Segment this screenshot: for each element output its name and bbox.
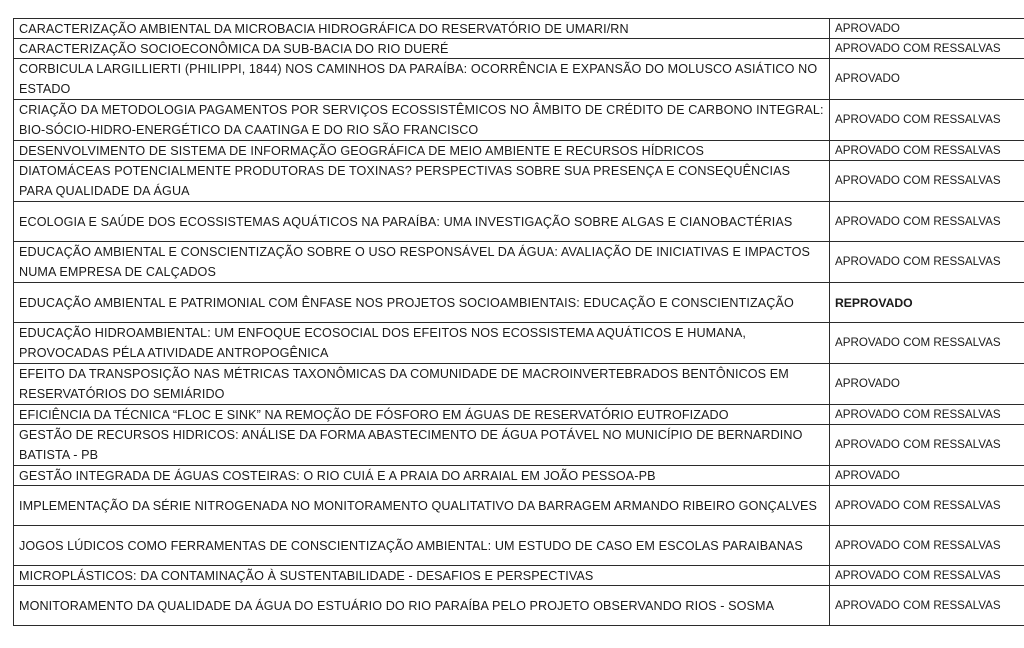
status-cell: APROVADO COM RESSALVAS — [830, 323, 1024, 364]
status-cell: APROVADO COM RESSALVAS — [830, 100, 1024, 141]
table-row — [14, 59, 1024, 100]
work-title-cell: EDUCAÇÃO HIDROAMBIENTAL: UM ENFOQUE ECOSOCIAL DOS EFEITOS NOS ECOSSISTEMA AQUÁTICOS E HUMANA, PROVOCADAS PÉLA ATIVIDADE ANTROPOGÊNICA — [14, 323, 830, 364]
table-row — [14, 19, 1024, 39]
status-cell: APROVADO COM RESSALVAS — [830, 586, 1024, 626]
work-title-cell: CRIAÇÃO DA METODOLOGIA PAGAMENTOS POR SERVIÇOS ECOSSISTÊMICOS NO ÂMBITO DE CRÉDITO DE CARBONO INTEGRAL: BIO-SÓCIO-HIDRO-ENERGÉTICO DA CAATINGA E DO RIO SÃO FRANCISCO — [14, 100, 830, 141]
table-row — [14, 39, 1024, 59]
status-cell: APROVADO COM RESSALVAS — [830, 405, 1024, 425]
table-row — [14, 405, 1024, 425]
table-row — [14, 364, 1024, 405]
work-title-cell: GESTÃO DE RECURSOS HIDRICOS: ANÁLISE DA FORMA ABASTECIMENTO DE ÁGUA POTÁVEL NO MUNICÍPIO DE BERNARDINO BATISTA - PB — [14, 425, 830, 466]
table-body — [14, 19, 1024, 626]
table-row — [14, 486, 1024, 526]
status-cell: APROVADO COM RESSALVAS — [830, 39, 1024, 59]
table-row — [14, 566, 1024, 586]
table-row — [14, 141, 1024, 161]
table-row — [14, 526, 1024, 566]
evaluation-results-table — [13, 18, 1024, 626]
table-row — [14, 202, 1024, 242]
table-row — [14, 100, 1024, 141]
table-row — [14, 466, 1024, 486]
status-cell: APROVADO — [830, 466, 1024, 486]
work-title-cell: IMPLEMENTAÇÃO DA SÉRIE NITROGENADA NO MONITORAMENTO QUALITATIVO DA BARRAGEM ARMANDO RIBEIRO GONÇALVES — [14, 486, 830, 526]
work-title-cell: MICROPLÁSTICOS: DA CONTAMINAÇÃO À SUSTENTABILIDADE - DESAFIOS E PERSPECTIVAS — [14, 566, 830, 586]
work-title-cell: CARACTERIZAÇÃO SOCIOECONÔMICA DA SUB-BACIA DO RIO DUERÉ — [14, 39, 830, 59]
status-cell: REPROVADO — [830, 283, 1024, 323]
status-cell: APROVADO COM RESSALVAS — [830, 202, 1024, 242]
work-title-cell: CARACTERIZAÇÃO AMBIENTAL DA MICROBACIA HIDROGRÁFICA DO RESERVATÓRIO DE UMARI/RN — [14, 19, 830, 39]
status-cell: APROVADO — [830, 364, 1024, 405]
work-title-cell: DESENVOLVIMENTO DE SISTEMA DE INFORMAÇÃO GEOGRÁFICA DE MEIO AMBIENTE E RECURSOS HÍDRICOS — [14, 141, 830, 161]
table-row — [14, 323, 1024, 364]
work-title-cell: ECOLOGIA E SAÚDE DOS ECOSSISTEMAS AQUÁTICOS NA PARAÍBA: UMA INVESTIGAÇÃO SOBRE ALGAS E CIANOBACTÉRIAS — [14, 202, 830, 242]
status-cell: APROVADO COM RESSALVAS — [830, 141, 1024, 161]
status-cell: APROVADO COM RESSALVAS — [830, 161, 1024, 202]
work-title-cell: EFICIÊNCIA DA TÉCNICA “FLOC E SINK” NA REMOÇÃO DE FÓSFORO EM ÁGUAS DE RESERVATÓRIO EUTROFIZADO — [14, 405, 830, 425]
status-cell: APROVADO COM RESSALVAS — [830, 486, 1024, 526]
status-cell: APROVADO COM RESSALVAS — [830, 526, 1024, 566]
work-title-cell: DIATOMÁCEAS POTENCIALMENTE PRODUTORAS DE TOXINAS? PERSPECTIVAS SOBRE SUA PRESENÇA E CONSEQUÊNCIAS PARA QUALIDADE DA ÁGUA — [14, 161, 830, 202]
work-title-cell: EDUCAÇÃO AMBIENTAL E PATRIMONIAL COM ÊNFASE NOS PROJETOS SOCIOAMBIENTAIS: EDUCAÇÃO E CONSCIENTIZAÇÃO — [14, 283, 830, 323]
status-cell: APROVADO — [830, 59, 1024, 100]
status-cell: APROVADO COM RESSALVAS — [830, 425, 1024, 466]
work-title-cell: JOGOS LÚDICOS COMO FERRAMENTAS DE CONSCIENTIZAÇÃO AMBIENTAL: UM ESTUDO DE CASO EM ESCOLAS PARAIBANAS — [14, 526, 830, 566]
work-title-cell: MONITORAMENTO DA QUALIDADE DA ÁGUA DO ESTUÁRIO DO RIO PARAÍBA PELO PROJETO OBSERVANDO RIOS - SOSMA — [14, 586, 830, 626]
status-cell: APROVADO COM RESSALVAS — [830, 566, 1024, 586]
status-cell: APROVADO — [830, 19, 1024, 39]
table-row — [14, 283, 1024, 323]
work-title-cell: EDUCAÇÃO AMBIENTAL E CONSCIENTIZAÇÃO SOBRE O USO RESPONSÁVEL DA ÁGUA: AVALIAÇÃO DE INICIATIVAS E IMPACTOS NUMA EMPRESA DE CALÇADOS — [14, 242, 830, 283]
table-row — [14, 161, 1024, 202]
table-row — [14, 242, 1024, 283]
work-title-cell: GESTÃO INTEGRADA DE ÁGUAS COSTEIRAS: O RIO CUIÁ E A PRAIA DO ARRAIAL EM JOÃO PESSOA-PB — [14, 466, 830, 486]
status-cell: APROVADO COM RESSALVAS — [830, 242, 1024, 283]
work-title-cell: CORBICULA LARGILLIERTI (PHILIPPI, 1844) NOS CAMINHOS DA PARAÍBA: OCORRÊNCIA E EXPANSÃO DO MOLUSCO ASIÁTICO NO ESTADO — [14, 59, 830, 100]
work-title-cell: EFEITO DA TRANSPOSIÇÃO NAS MÉTRICAS TAXONÔMICAS DA COMUNIDADE DE MACROINVERTEBRADOS BENTÔNICOS EM RESERVATÓRIOS DO SEMIÁRIDO — [14, 364, 830, 405]
table-row — [14, 425, 1024, 466]
table-row — [14, 586, 1024, 626]
